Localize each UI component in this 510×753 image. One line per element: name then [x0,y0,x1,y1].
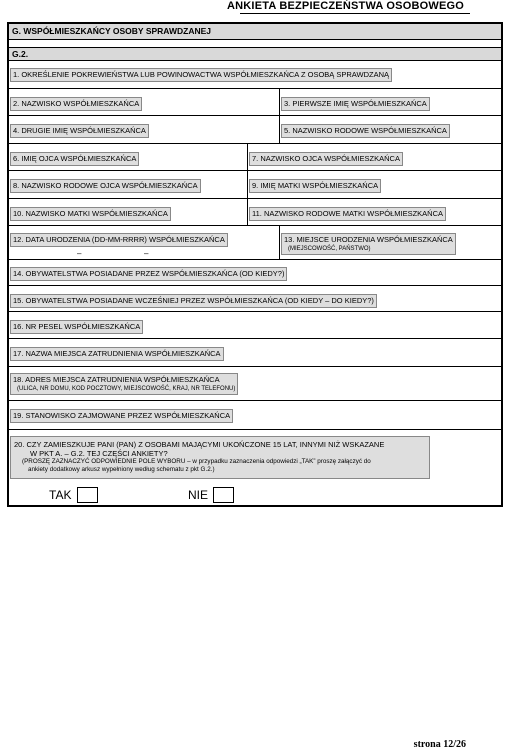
label-pesel: 16. NR PESEL WSPÓŁMIESZKAŃCA [10,320,143,334]
label-workplace-address [10,373,238,395]
label-relationship: 1. OKREŚLENIE POKREWIEŃSTWA LUB POWINOWACTWA WSPÓŁMIESZKAŃCA Z OSOBĄ SPRAWDZANĄ [10,68,392,82]
choice-yes-label: TAK [49,488,72,502]
label-workplace-address-sub: (ULICA, NR DOMU, KOD POCZTOWY, MIEJSCOWOŚĆ, KRAJ, NR TELEFONU) [17,386,236,392]
q20-line1: 20. CZY ZAMIESZKUJE PANI (PAN) Z OSOBAMI MAJĄCYMI UKOŃCZONE 15 LAT, INNYMI NIŻ WSKAZANE [14,440,385,449]
q20-line4: ankiety dodatkowy arkusz wypełniony według schematu z pkt G.2.) [28,466,215,473]
subsection-title: G.2. [12,49,29,59]
label-workplace-address-text: 18. ADRES MIEJSCA ZATRUDNIENIA WSPÓŁMIESZKAŃCA [13,375,220,384]
field-pesel[interactable] [9,312,501,339]
subsection-row [9,48,501,61]
form-section-g [7,22,503,507]
checkbox-yes[interactable] [77,487,98,503]
label-father-name: 6. IMIĘ OJCA WSPÓŁMIESZKAŃCA [10,152,139,166]
label-birth-date: 12. DATA URODZENIA (DD-MM-RRRR) WSPÓŁMIESZKAŃCA [10,233,228,247]
label-other-residents [10,436,430,479]
row-mother-surnames [9,199,501,226]
field-former-citizenship[interactable] [9,286,501,312]
date-dash-1: – [77,249,82,258]
field-workplace-address[interactable] [9,367,501,401]
label-father-surname: 7. NAZWISKO OJCA WSPÓŁMIESZKAŃCA [249,152,403,166]
label-position: 19. STANOWISKO ZAJMOWANE PRZEZ WSPÓŁMIESZKAŃCA [10,409,233,423]
row-second-name-birth-surname [9,116,501,144]
spacer-row [9,40,501,48]
row-father [9,144,501,171]
field-relationship[interactable] [9,61,501,89]
field-workplace-name[interactable] [9,339,501,367]
choice-no-label: NIE [188,488,209,502]
label-workplace-name: 17. NAZWA MIEJSCA ZATRUDNIENIA WSPÓŁMIESZKAŃCA [10,347,224,361]
date-dash-2: – [144,249,149,258]
label-surname: 2. NAZWISKO WSPÓŁMIESZKAŃCA [10,97,142,111]
header-rule [240,13,470,14]
row-birth-date-place [9,226,501,260]
field-position[interactable] [9,401,501,430]
page-number: strona 12/26 [413,739,466,750]
checkbox-no[interactable] [213,487,234,503]
q20-line3: (PROSZĘ ZAZNACZYĆ ODPOWIEDNIE POLE WYBORU – w przypadku zaznaczenia odpowiedzi „TAK” proszę załączyć do [22,458,371,465]
label-mother-name: 9. IMIĘ MATKI WSPÓŁMIESZKAŃCA [249,179,381,193]
row-father-birth-mother-name [9,171,501,199]
section-title-row [9,24,501,40]
label-former-citizenship: 15. OBYWATELSTWA POSIADANE WCZEŚNIEJ PRZEZ WSPÓŁMIESZKAŃCA (OD KIEDY – DO KIEDY?) [10,294,377,308]
label-first-name: 3. PIERWSZE IMIĘ WSPÓŁMIESZKAŃCA [281,97,430,111]
q20-line2: W PKT A. – G.2. TEJ CZĘŚCI ANKIETY? [30,449,168,458]
row-surname-firstname [9,89,501,116]
label-father-birth-surname: 8. NAZWISKO RODOWE OJCA WSPÓŁMIESZKAŃCA [10,179,201,193]
label-mother-surname: 10. NAZWISKO MATKI WSPÓŁMIESZKAŃCA [10,207,171,221]
label-birth-place [281,233,456,255]
label-citizenship: 14. OBYWATELSTWA POSIADANE PRZEZ WSPÓŁMIESZKAŃCA (OD KIEDY?) [10,267,287,281]
label-birth-place-text: 13. MIEJSCE URODZENIA WSPÓŁMIESZKAŃCA [284,235,453,244]
form-title: ANKIETA BEZPIECZEŃSTWA OSOBOWEGO [227,0,464,12]
field-citizenship[interactable] [9,260,501,286]
label-birth-surname: 5. NAZWISKO RODOWE WSPÓŁMIESZKAŃCA [281,124,450,138]
field-other-residents [9,430,501,507]
label-birth-place-sub: (MIEJSCOWOŚĆ, PAŃSTWO) [288,246,371,252]
section-title: G. WSPÓŁMIESZKAŃCY OSOBY SPRAWDZANEJ [12,26,211,36]
label-second-name: 4. DRUGIE IMIĘ WSPÓŁMIESZKAŃCA [10,124,149,138]
label-mother-birth-surname: 11. NAZWISKO RODOWE MATKI WSPÓŁMIESZKAŃCA [249,207,446,221]
